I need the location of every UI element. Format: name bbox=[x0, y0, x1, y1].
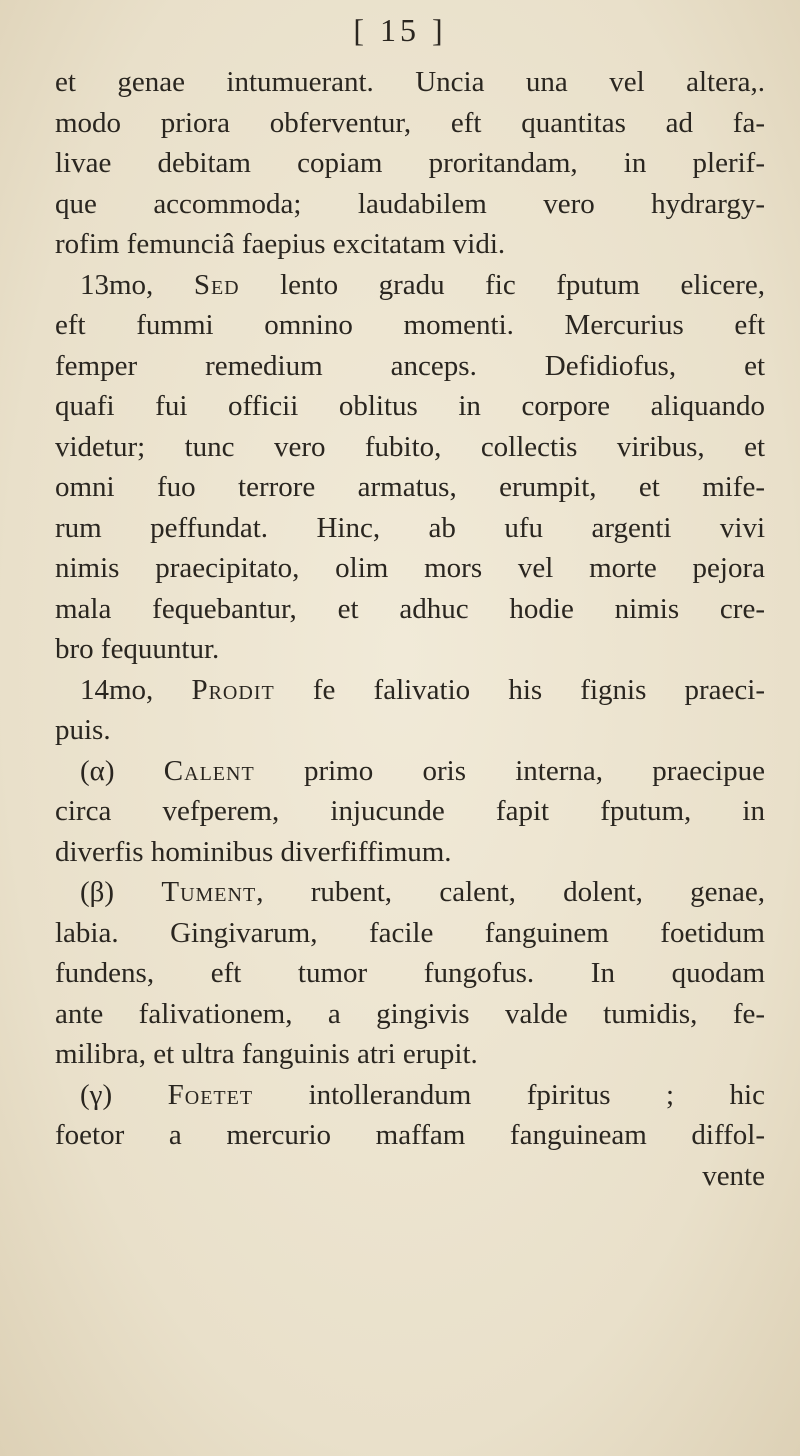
line-text: fe falivatio his fignis praeci- bbox=[274, 673, 766, 706]
line-text: milibra, et ultra fanguinis atri erupit. bbox=[55, 1038, 478, 1070]
text-line bbox=[55, 751, 765, 792]
text-line bbox=[55, 832, 765, 873]
text-line bbox=[55, 508, 765, 549]
text-line bbox=[55, 184, 765, 225]
line-text: intollerandum fpiritus ; hic bbox=[253, 1078, 765, 1111]
small-caps-word: Sed bbox=[193, 268, 240, 301]
small-caps-word: Tument bbox=[161, 876, 257, 908]
line-text: diverfis hominibus diverfiffimum. bbox=[55, 835, 452, 868]
line-text: lento gradu fic fputum elicere, bbox=[239, 268, 765, 301]
text-line bbox=[55, 467, 765, 508]
paragraph-number: (γ) bbox=[80, 1078, 168, 1111]
small-caps-word: Foetet bbox=[167, 1078, 254, 1111]
text-line bbox=[55, 913, 765, 954]
text-line bbox=[55, 548, 765, 589]
small-caps-word: Prodit bbox=[191, 673, 275, 706]
text-line bbox=[55, 305, 765, 346]
line-text: rofim femunciâ faepius excitatam vidi. bbox=[55, 228, 506, 260]
text-line bbox=[55, 872, 765, 913]
text-line bbox=[55, 1115, 765, 1156]
line-text: ante falivationem, a gingivis valde tumidis, fe- bbox=[55, 997, 765, 1030]
line-text: puis. bbox=[55, 714, 111, 746]
text-line bbox=[55, 1075, 765, 1116]
line-text: femper remedium anceps. Defidiofus, et bbox=[55, 349, 765, 382]
line-text: bro fequuntur. bbox=[55, 633, 220, 665]
line-text: vente bbox=[702, 1159, 765, 1192]
line-text: labia. Gingivarum, facile fanguinem foetidum bbox=[55, 916, 765, 949]
text-line bbox=[55, 143, 765, 184]
line-text: , rubent, calent, dolent, genae, bbox=[256, 876, 765, 908]
small-caps-word: Calent bbox=[163, 754, 255, 787]
paragraph-number: (β) bbox=[80, 876, 162, 908]
line-text: et genae intumuerant. Uncia una vel altera,. bbox=[55, 66, 765, 98]
line-text: omni fuo terrore armatus, erumpit, et mife- bbox=[55, 471, 765, 503]
text-line bbox=[55, 629, 765, 670]
line-text: livae debitam copiam proritandam, in plerif- bbox=[55, 147, 765, 179]
text-line bbox=[55, 1034, 765, 1075]
line-text: modo priora obferventur, eft quantitas ad fa- bbox=[55, 106, 765, 139]
text-line bbox=[55, 427, 765, 468]
line-text: foetor a mercurio maffam fanguineam diffol- bbox=[55, 1119, 765, 1151]
line-text: nimis praecipitato, olim mors vel morte pejora bbox=[55, 552, 765, 584]
line-text: que accommoda; laudabilem vero hydrargy- bbox=[55, 187, 765, 220]
paragraph-number: 13mo, bbox=[80, 268, 194, 301]
text-line bbox=[55, 994, 765, 1035]
text-line bbox=[55, 670, 765, 711]
line-text: fundens, eft tumor fungofus. In quodam bbox=[55, 957, 765, 989]
text-line bbox=[55, 386, 765, 427]
text-line bbox=[55, 791, 765, 832]
text-line bbox=[55, 103, 765, 144]
text-line bbox=[55, 224, 765, 265]
text-line bbox=[55, 62, 765, 103]
line-text: eft fummi omnino momenti. Mercurius eft bbox=[55, 309, 765, 341]
text-line bbox=[55, 346, 765, 387]
text-line bbox=[55, 1156, 765, 1197]
line-text: primo oris interna, praecipue bbox=[254, 754, 765, 787]
line-text: circa vefperem, injucunde fapit fputum, in bbox=[55, 795, 765, 827]
paragraph-number: 14mo, bbox=[80, 673, 192, 706]
line-text: mala fequebantur, et adhuc hodie nimis cre- bbox=[55, 592, 765, 625]
text-line bbox=[55, 589, 765, 630]
text-line bbox=[55, 710, 765, 751]
line-text: quafi fui officii oblitus in corpore aliquando bbox=[55, 390, 765, 422]
line-text: rum peffundat. Hinc, ab ufu argenti vivi bbox=[55, 511, 765, 544]
page-number-header: [ 15 ] bbox=[353, 12, 447, 48]
line-text: videtur; tunc vero fubito, collectis viribus, et bbox=[55, 430, 765, 463]
paragraph-number: (α) bbox=[80, 754, 164, 787]
body-text bbox=[55, 62, 765, 1196]
text-line bbox=[55, 953, 765, 994]
text-line bbox=[55, 265, 765, 306]
